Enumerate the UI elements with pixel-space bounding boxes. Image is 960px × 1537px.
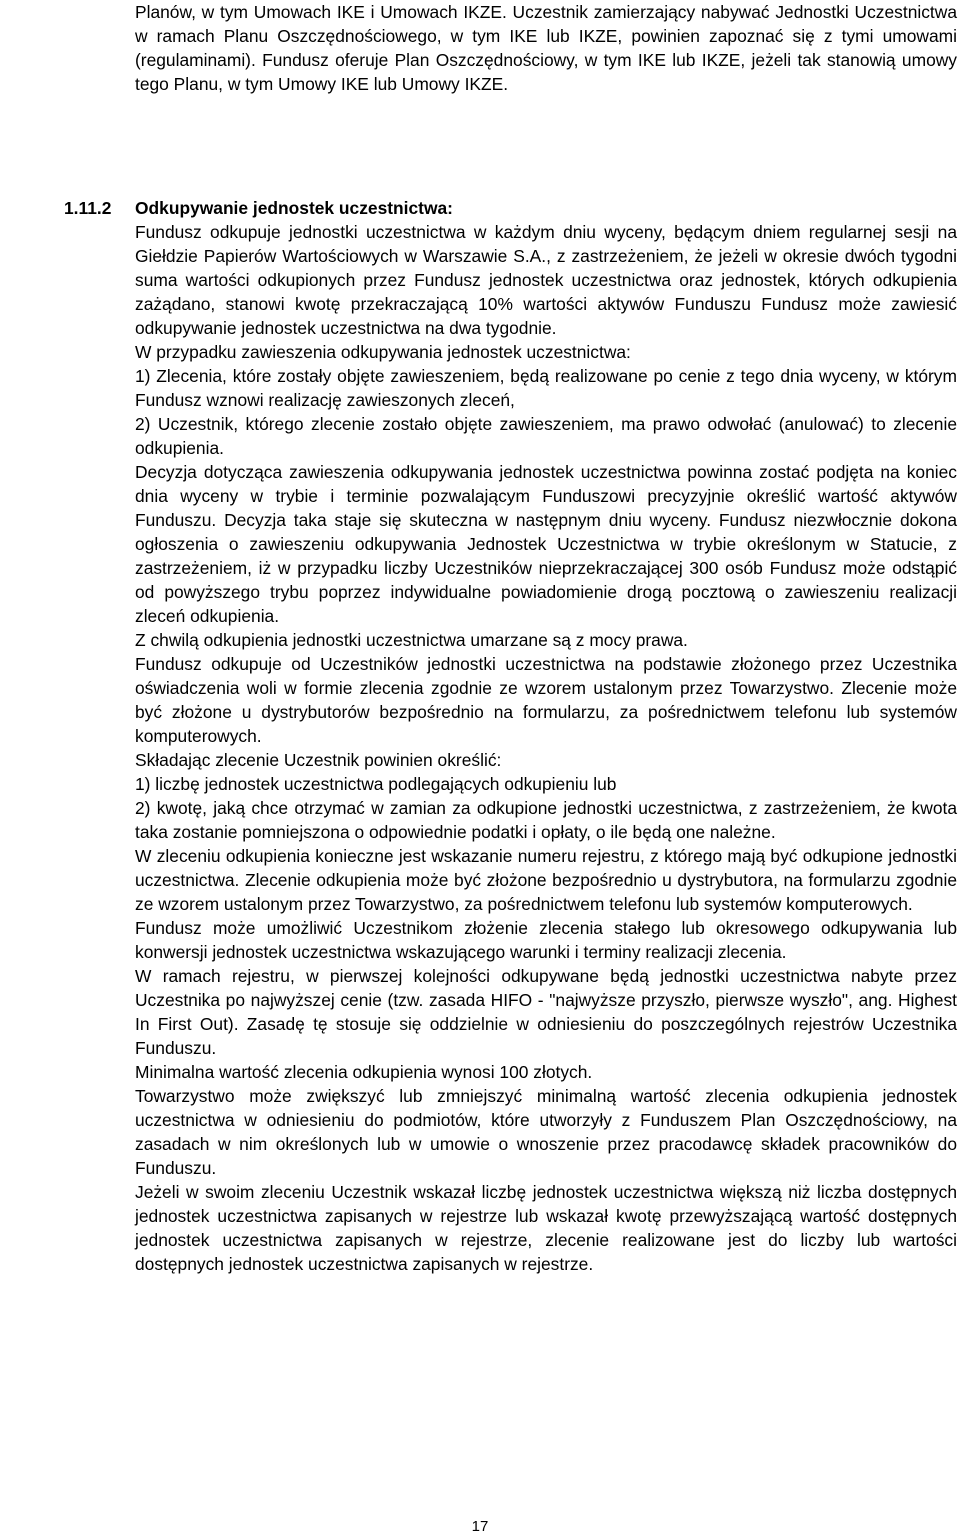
paragraph-5: Decyzja dotycząca zawieszenia odkupywania jednostek uczestnictwa powinna zostać podjęta na koniec dnia wyceny w trybie i terminie pozwalającym Funduszowi precyzyjnie określić wartość aktywów Funduszu. Decyzja taka staje się skuteczna w następnym dniu wyceny. Fundusz niezwłocznie dokona ogłoszenia o zawieszeniu odkupywania Jednostek Uczestnictwa w trybie określonym w Statucie, z zastrzeżeniem, iż w przypadku liczby Uczestników nieprzekraczającej 300 osób Fundusz może odstąpić od powyższego trybu poprzez indywidualne powiadomienie drogą pocztową o zawieszeniu realizacji zleceń odkupienia. — [135, 462, 957, 626]
section-number: 1.11.2 — [64, 198, 112, 218]
paragraph-7: Fundusz odkupuje od Uczestników jednostki uczestnictwa na podstawie złożonego przez Uczestnika oświadczenia woli w formie zlecenia zgodnie ze wzorem ustalonym przez Towarzystwo. Zlecenie może być złożone u dystrybutorów bezpośrednio na formularzu, za pośrednictwem telefonu lub systemów komputerowych. — [135, 654, 957, 746]
paragraph-16: Jeżeli w swoim zleceniu Uczestnik wskazał liczbę jednostek uczestnictwa większą niż liczba dostępnych jednostek uczestnictwa zapisanych w rejestrze lub wskazał kwotę przewyższającą wartość dostępnych jednostek uczestnictwa zapisanych w rejestrze, zlecenie realizowane jest do liczby lub wartości dostępnych jednostek uczestnictwa zapisanych w rejestrze. — [135, 1182, 957, 1274]
section-body — [135, 196, 957, 1276]
paragraph-1: Fundusz odkupuje jednostki uczestnictwa w każdym dniu wyceny, będącym dniem regularnej sesji na Giełdzie Papierów Wartościowych w Warszawie S.A., z zastrzeżeniem, że jeżeli w okresie dwóch tygodni suma wartości odkupionych przez Fundusz jednostek uczestnictwa oraz jednostek, których odkupienia zażądano, stanowi kwotę przekraczającą 10% wartości aktywów Funduszu Fundusz może zawiesić odkupywanie jednostek uczestnictwa na dwa tygodnie. — [135, 222, 957, 338]
paragraph-8: Składając zlecenie Uczestnik powinien określić: — [135, 750, 502, 770]
paragraph-11: W zleceniu odkupienia konieczne jest wskazanie numeru rejestru, z którego mają być odkupione jednostki uczestnictwa. Zlecenie odkupienia może być złożone bezpośrednio u dystrybutora, na formularzu zgodnie ze wzorem ustalonym przez Towarzystwo, za pośrednictwem telefonu lub systemów komputerowych. — [135, 846, 957, 914]
paragraph-2: W przypadku zawieszenia odkupywania jednostek uczestnictwa: — [135, 342, 631, 362]
paragraph-10: 2) kwotę, jaką chce otrzymać w zamian za odkupione jednostki uczestnictwa, z zastrzeżeniem, że kwota taka zostanie pomniejszona o odpowiednie podatki i opłaty, o ile będą one należne. — [135, 798, 957, 842]
paragraph-3: 1) Zlecenia, które zostały objęte zawieszeniem, będą realizowane po cenie z tego dnia wyceny, w którym Fundusz wznowi realizację zawieszonych zleceń, — [135, 366, 957, 410]
paragraph-9: 1) liczbę jednostek uczestnictwa podlegających odkupieniu lub — [135, 774, 617, 794]
paragraph-12: Fundusz może umożliwić Uczestnikom złożenie zlecenia stałego lub okresowego odkupywania lub konwersji jednostek uczestnictwa wskazującego warunki i terminy realizacji zlecenia. — [135, 918, 957, 962]
paragraph-13: W ramach rejestru, w pierwszej kolejności odkupywane będą jednostki uczestnictwa nabyte przez Uczestnika po najwyższej cenie (tzw. zasada HIFO - "najwyższe przyszło, pierwsze wyszło", ang. Highest In First Out). Zasadę tę stosuje się oddzielnie w odniesieniu do poszczególnych rejestrów Uczestnika Funduszu. — [135, 966, 957, 1058]
section-title: Odkupywanie jednostek uczestnictwa: — [135, 198, 453, 218]
page-number: 17 — [471, 1518, 489, 1535]
intro-text — [135, 0, 957, 96]
paragraph-15: Towarzystwo może zwiększyć lub zmniejszyć minimalną wartość zlecenia odkupienia jednostek uczestnictwa w odniesieniu do podmiotów, które utworzyły z Funduszem Plan Oszczędnościowy, na zasadach w nim określonych lub w umowie o wnoszenie przez pracodawcę składek pracowników do Funduszu. — [135, 1086, 957, 1178]
paragraph-14: Minimalna wartość zlecenia odkupienia wynosi 100 złotych. — [135, 1062, 593, 1082]
paragraph-6: Z chwilą odkupienia jednostki uczestnictwa umarzane są z mocy prawa. — [135, 630, 688, 650]
paragraph-4: 2) Uczestnik, którego zlecenie zostało objęte zawieszeniem, ma prawo odwołać (anulować) to zlecenie odkupienia. — [135, 414, 957, 458]
intro-paragraph: Planów, w tym Umowach IKE i Umowach IKZE. Uczestnik zamierzający nabywać Jednostki Uczestnictwa w ramach Planu Oszczędnościowego, w tym IKE lub IKZE, powinien zapoznać się z tymi umowami (regulaminami). Fundusz oferuje Plan Oszczędnościowy, w tym IKE lub IKZE, jeżeli tak stanowią umowy tego Planu, w tym Umowy IKE lub Umowy IKZE. — [135, 2, 957, 94]
